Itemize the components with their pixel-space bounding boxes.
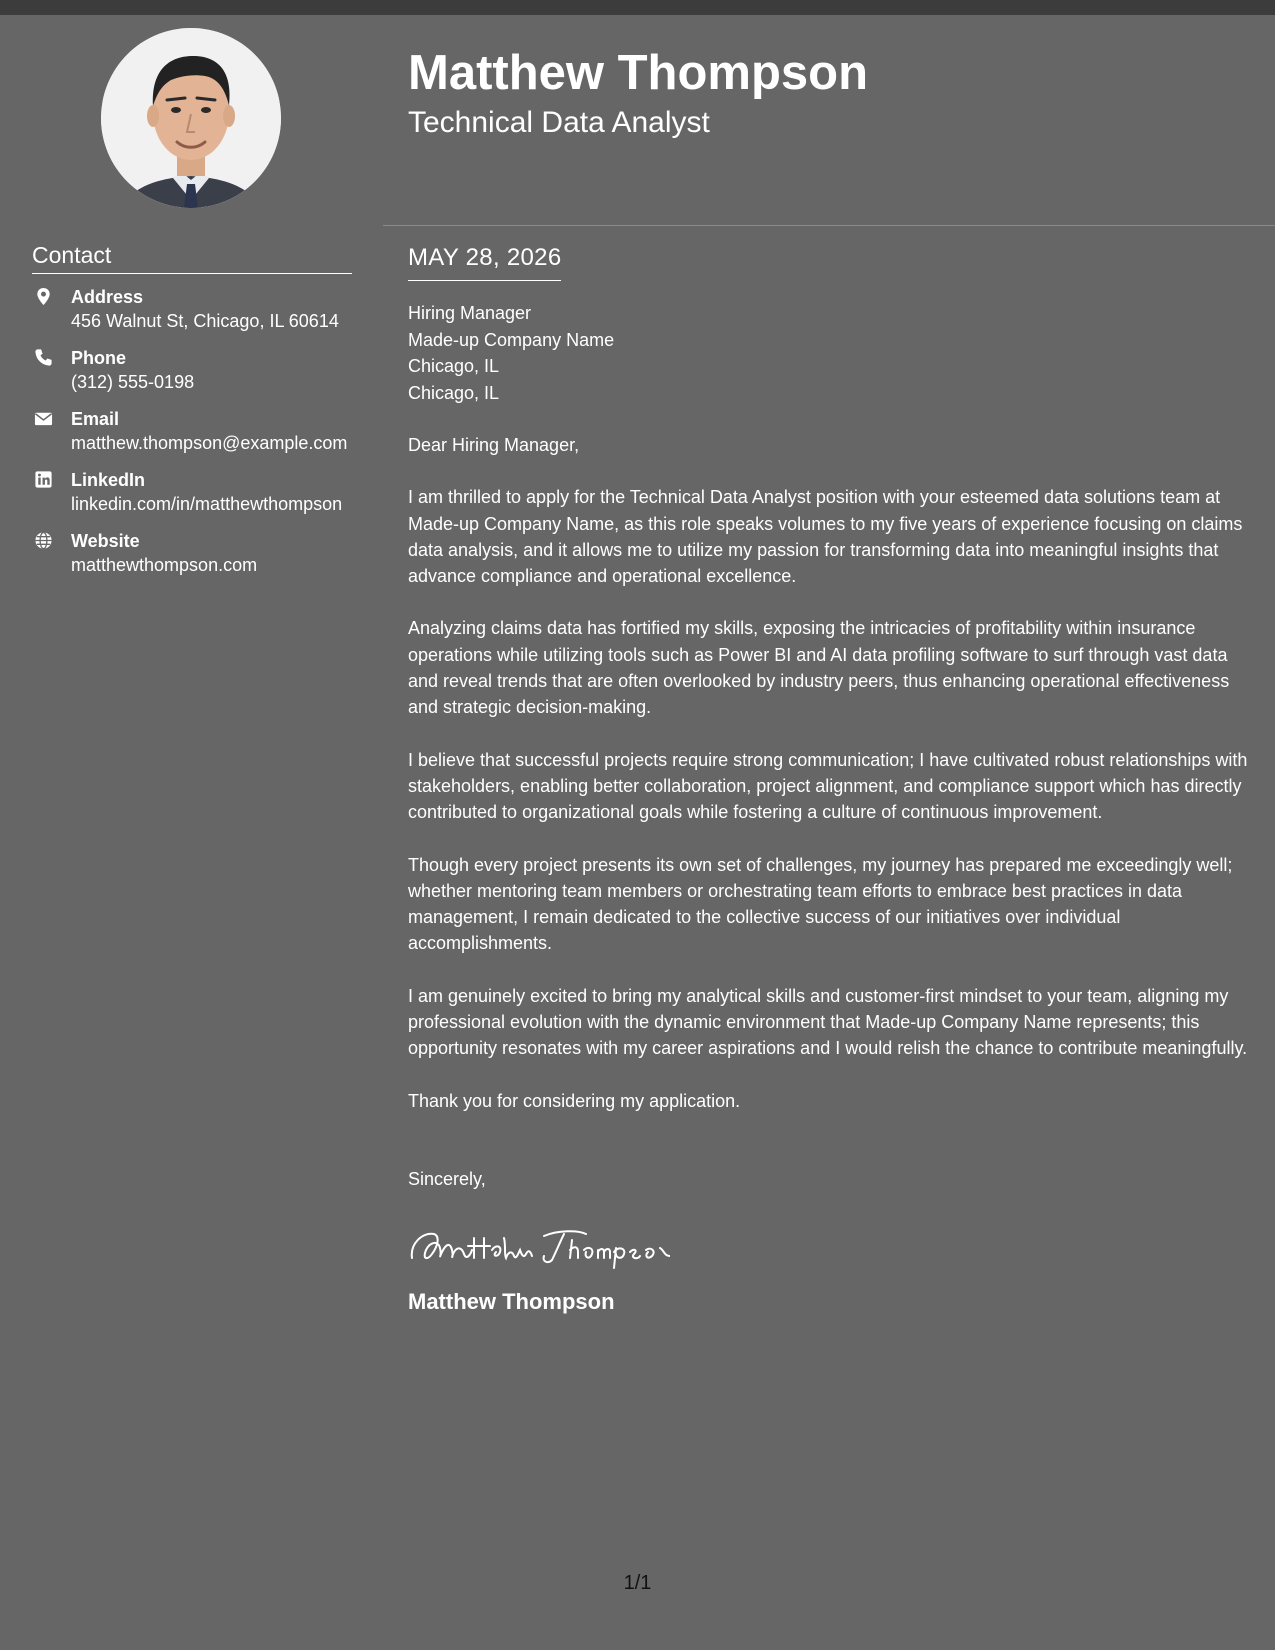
- linkedin-icon: [34, 470, 53, 489]
- job-title: Technical Data Analyst: [408, 106, 710, 139]
- location-pin-icon: [34, 287, 53, 306]
- closing: Sincerely,: [408, 1168, 486, 1189]
- paragraph: Analyzing claims data has fortified my skills, exposing the intricacies of profitability within insurance operations while utilizing tools such as Power BI and AI data profiling software to surf through vast data and reveal trends that are often overlooked by industry peers, thus enhancing operational effectiveness and strategic decision-making.: [408, 618, 1230, 718]
- envelope-icon: [34, 409, 53, 428]
- paragraph: Thank you for considering my application.: [408, 1090, 741, 1111]
- website-value[interactable]: matthewthompson.com: [71, 555, 258, 575]
- contact-item-phone: [32, 346, 354, 395]
- contact-item-address: [32, 285, 354, 334]
- top-bar: [0, 0, 1275, 15]
- contact-item-linkedin: [32, 468, 354, 517]
- recipient-block: [408, 300, 1253, 406]
- email-value: matthew.thompson@example.com: [71, 433, 348, 453]
- signature: [408, 1220, 670, 1270]
- contact-heading: Contact: [32, 241, 352, 274]
- address-value: 456 Walnut St, Chicago, IL 60614: [71, 311, 339, 331]
- profile-photo: [101, 28, 281, 208]
- phone-value: (312) 555-0198: [71, 372, 195, 392]
- recipient-line: Chicago, IL: [408, 382, 500, 403]
- recipient-line: Hiring Manager: [408, 303, 532, 323]
- paragraph: I believe that successful projects require strong communication; I have cultivated robust relationships with stakeholders, enabling better collaboration, project alignment, and compliance support which has directly contributed to organizational goals while fostering a culture of continuous improvement.: [408, 749, 1248, 823]
- recipient-line: Chicago, IL: [408, 356, 500, 376]
- contact-label: LinkedIn: [71, 470, 146, 490]
- contact-label: Email: [71, 409, 120, 429]
- sidebar: [0, 15, 383, 1650]
- salutation: Dear Hiring Manager,: [408, 435, 580, 455]
- contact-label: Phone: [71, 348, 127, 368]
- letter-body: [408, 243, 1253, 1316]
- recipient-line: Made-up Company Name: [408, 329, 615, 350]
- phone-icon: [34, 348, 53, 367]
- globe-icon: [34, 531, 53, 550]
- contact-label: Address: [71, 287, 144, 307]
- contact-item-email: [32, 407, 354, 456]
- signer-name: Matthew Thompson: [408, 1289, 615, 1315]
- paragraph: I am thrilled to apply for the Technical Data Analyst position with your esteemed data solutions team at Made-up Company Name, as this role speaks volumes to my five years of experience focusing on claims data analysis, and it allows me to utilize my passion for transforming data into meaningful insights that advance compliance and operational excellence.: [408, 487, 1243, 587]
- paragraph: Though every project presents its own set of challenges, my journey has prepared me exceedingly well; whether mentoring team members or orchestrating team efforts to embrace best practices in data management, I remain dedicated to the collective success of our initiatives over individual accomplishments.: [408, 854, 1233, 954]
- applicant-name: Matthew Thompson: [408, 46, 869, 100]
- paragraph: I am genuinely excited to bring my analytical skills and customer-first mindset to your team, aligning my professional evolution with the dynamic environment that Made-up Company Name represents; this opportunity resonates with my career aspirations and I would relish the chance to contribute meaningfully.: [408, 985, 1248, 1059]
- contact-label: Website: [71, 531, 140, 551]
- header-divider: [383, 225, 1275, 226]
- contact-list: [32, 285, 354, 590]
- contact-item-website: [32, 529, 354, 578]
- letter-date: MAY 28, 2026: [408, 243, 561, 281]
- linkedin-value[interactable]: linkedin.com/in/matthewthompson: [71, 494, 343, 514]
- avatar: [101, 28, 281, 208]
- page-number: 1/1: [623, 1572, 652, 1594]
